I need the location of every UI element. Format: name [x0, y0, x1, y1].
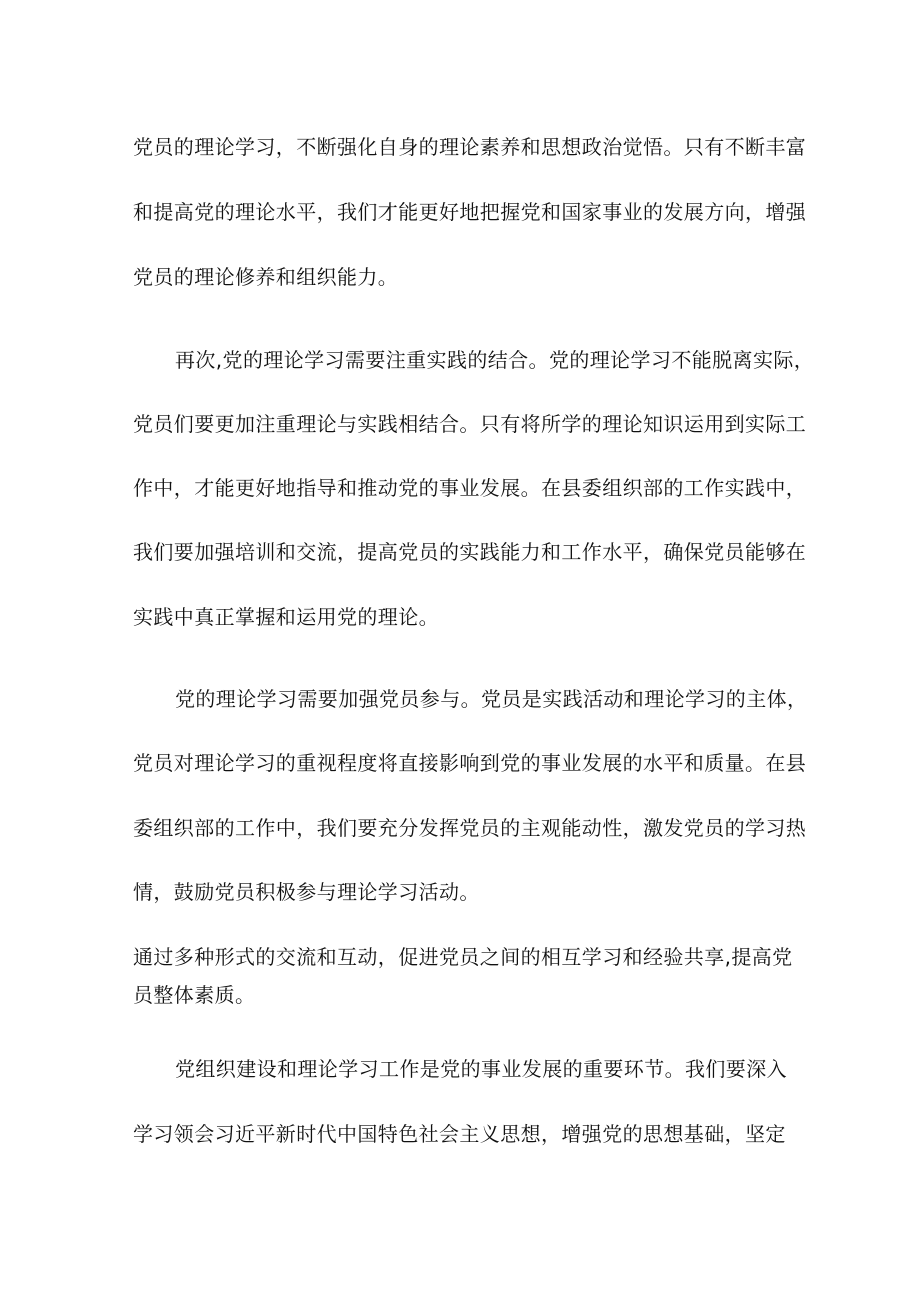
- paragraph-line: 党员们要更加注重理论与实践相结合。只有将所学的理论知识运用到实际工: [133, 412, 807, 436]
- paragraph-line: 党的理论学习需要加强党员参与。党员是实践活动和理论学习的主体，: [175, 687, 808, 711]
- paragraph-line: 学习领会习近平新时代中国特色社会主义思想，增强党的思想基础，坚定: [133, 1122, 786, 1146]
- paragraph-line: 我们要加强培训和交流，提高党员的实践能力和工作水平，确保党员能够在: [133, 540, 807, 564]
- paragraph-line: 和提高党的理论水平，我们才能更好地把握党和国家事业的发展方向，增强: [133, 200, 807, 224]
- paragraph-line: 再次,党的理论学习需要注重实践的结合。党的理论学习不能脱离实际，: [175, 348, 815, 372]
- paragraph-line: 党组织建设和理论学习工作是党的事业发展的重要环节。我们要深入: [175, 1057, 787, 1081]
- paragraph-line: 党员对理论学习的重视程度将直接影响到党的事业发展的水平和质量。在县: [133, 751, 807, 775]
- paragraph-line: 作中，才能更好地指导和推动党的事业发展。在县委组织部的工作实践中，: [133, 476, 807, 500]
- paragraph-line: 情，鼓励党员积极参与理论学习活动。: [133, 880, 480, 904]
- paragraph-line: 党员的理论学习，不断强化自身的理论素养和思想政治觉悟。只有不断丰富: [133, 135, 807, 159]
- paragraph-line: 委组织部的工作中，我们要充分发挥党员的主观能动性，激发党员的学习热: [133, 816, 807, 840]
- paragraph-line: 通过多种形式的交流和互动，促进党员之间的相互学习和经验共享,提高党: [133, 945, 793, 969]
- paragraph-line: 党员的理论修养和组织能力。: [133, 265, 399, 289]
- paragraph-line: 实践中真正掌握和运用党的理论。: [133, 605, 439, 629]
- paragraph-line: 员整体素质。: [133, 983, 256, 1007]
